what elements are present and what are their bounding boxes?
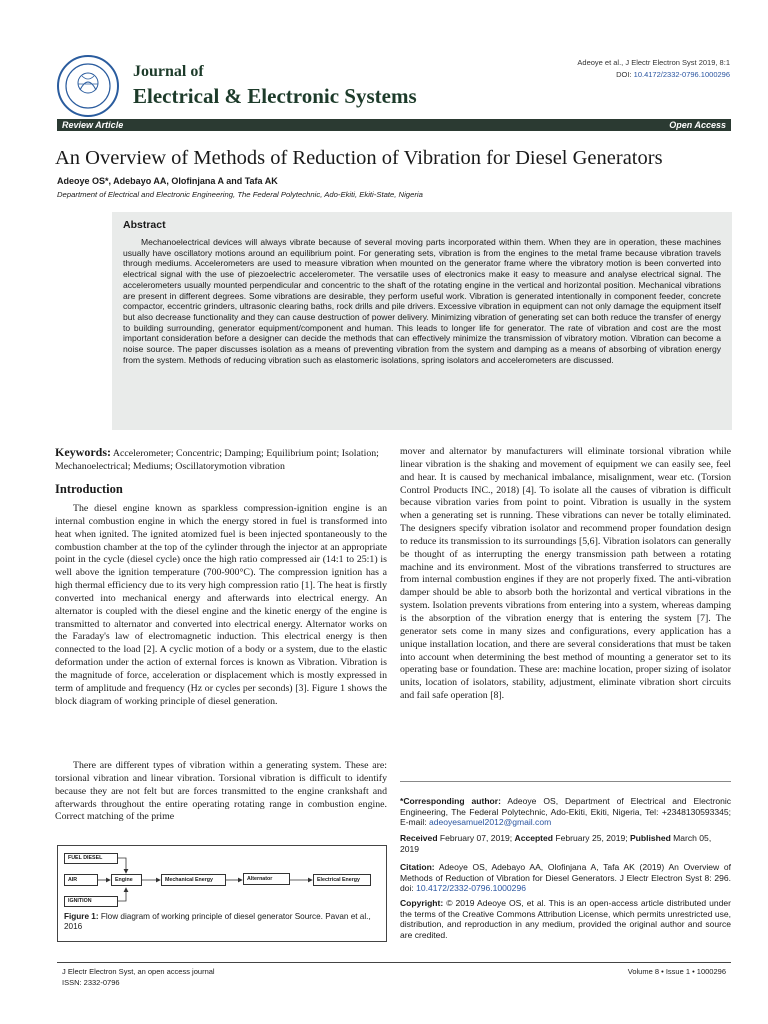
- doi-label: DOI:: [616, 70, 632, 79]
- intro-right-column: [400, 446, 731, 703]
- accepted-label: Accepted: [514, 833, 553, 843]
- copyright-block: [400, 898, 731, 940]
- intro-paragraph-2: [55, 760, 387, 824]
- citation-block: [400, 862, 731, 894]
- footer-volume: Volume 8 • Issue 1 • 1000296: [627, 967, 726, 976]
- article-type-bar: [57, 119, 731, 131]
- copyright-label: Copyright:: [400, 898, 444, 908]
- alternator-box: Alternator: [243, 873, 290, 885]
- footer-divider: [57, 962, 731, 963]
- journal-name: Electrical & Electronic Systems: [133, 84, 417, 108]
- citation-doi-link[interactable]: 10.4172/2332-0796.1000296: [416, 883, 526, 894]
- engine-box: Engine: [111, 874, 142, 886]
- corresponding-author: [400, 796, 731, 828]
- copyright-text: © 2019 Adeoye OS, et al. This is an open-access article distributed under the terms of the Creative Commons Attribution License, which permits unrestricted use, distribution, and reproduction in any medium, provided the original author and source are credited.: [400, 898, 731, 940]
- abstract-heading: Abstract: [123, 219, 166, 231]
- keywords-label: Keywords:: [55, 445, 111, 459]
- figure-caption-label: Figure 1:: [64, 912, 99, 921]
- corresponding-text: Adeoye OS, Department of Electrical and Electronic Engineering, The Federal Polytechnic, Ado-Ekiti, Ekiti, Nigeria, Tel: +2348130593345; E-mail:: [400, 796, 731, 828]
- intro-right-text: mover and alternator by manufacturers will eliminate torsional vibration while linear vibration is the shaking and movement of equipment we can easily see, feel and hear. It is caused by mechanical imbalance, misalignment, wear etc. (Torsion Control Products INC., 2018) [4]. To isolate all the causes of vibration is difficult because vibration varies from point to point. Vibration is usually in the system when a generating set is running. These vibrations can never be totally eliminated. The designers specify vibration isolator and recommend proper foundation design to reduce its transmission to its surroundings [5,6]. Vibration isolators can generally be thought of as interrupting the energy transmission path between a rotating machine and its environment. Most of the vibrations transferred to structures are from internal combustion engines if they are not properly fixed. The anti-vibration damper should be able to absorb both the horizontal and vertical vibrations in the system. Isolation prevents vibrations from entering into a system, whereas damping is the absorption of the vibration energy that is entering the system [7]. The generator sets come in many sizes and configurations, every application has a unique installation location, and there are several considerations that must be taken into account when determining the best method of mounting a generator set to its operating base or foundation. These are: machine location, proper sizing of isolator units, location of isolators, stability, adjustment, eliminate vibration short circuits and fail safe operation [8].: [400, 446, 731, 702]
- published-label: Published: [629, 833, 671, 843]
- accepted-date: February 25, 2019;: [553, 833, 630, 843]
- open-access-label: Open Access: [669, 120, 726, 130]
- keywords-text: Accelerometer; Concentric; Damping; Equilibrium point; Isolation; Mechanoelectrical; Mediums; Oscillatorymotion vibration: [55, 448, 379, 472]
- air-box: AIR: [64, 874, 98, 886]
- abstract-box: [112, 212, 732, 430]
- mechanical-energy-box: Mechanical Energy: [161, 874, 226, 886]
- intro-p2-text: There are different types of vibration within a generating system. These are: torsional vibration and linear vibration. Torsional vibration is difficult to identify because they are not felt but are forces transmitted to the engine crankshaft and afterwards throughout the entire operating rotating range in combustion engine. Correct matching of the prime: [55, 760, 387, 823]
- abstract-text: Mechanoelectrical devices will always vibrate because of several moving parts incorporated within them. When they are in operation, these machines usually have oscillatory motions around an equilibrium point. For generating sets, vibration is from the engines to the metal frame because vibration travels through mediums. Accelerometers are used to measure vibration when mounted on the generator frame where the vibratory motion is been converted into electrical signal with the use of piezoelectric accelerometer. The versatile uses of electronics make it easy to measure and analyse electrical signal. The accelerometers usually mounted perpendicular and concentric to the shaft of the rotating engine in the vertical and horizontal position. Mechanical vibrations are present in different degrees. Some vibrations are desirable, they perform useful work. Vibration is generated intentionally in component feeder, concrete compactor, eccentric grinders, ultrasonic clearing baths, rock drills and pile drivers. Excessive vibration in equipment can not only damage the equipment itself but also decrease functionality and they can cause destruction of power delivery. Minimizing vibration of generating set can both reduce the transfer of energy to building surrounding, generator equipment/component and human. This leads to longer life for generator. The rate of vibration and cost are the most important consideration before a designer can decide the methods that can effectively minimize the transmission of vibratory motion. Vibration can become a noise source. The paper discusses isolation as a means of preventing vibration from the system and damping as a means of absorbing of vibration energy from the system. Methods of reducing vibration such as elastomeric isolations, spring isolators and accelerometers are discussed.: [123, 237, 721, 365]
- fuel-diesel-box: FUEL DIESEL: [64, 853, 118, 864]
- intro-heading: Introduction: [55, 482, 123, 496]
- email-link[interactable]: adeoyesamuel2012@gmail.com: [428, 817, 552, 828]
- citation-label: Citation:: [400, 862, 435, 872]
- figure-1-caption: [64, 912, 384, 932]
- published-date: March 05, 2019: [400, 833, 712, 854]
- footer-journal: J Electr Electron Syst, an open access journal: [62, 967, 215, 976]
- affiliation: Department of Electrical and Electronic Engineering, The Federal Polytechnic, Ado-Ekiti, Ekiti-State, Nigeria: [57, 190, 423, 199]
- received-date: February 07, 2019;: [437, 833, 515, 843]
- doi-line: [616, 70, 730, 79]
- article-type-label: Review Article: [62, 120, 124, 130]
- electrical-energy-box: Electrical Energy: [313, 874, 371, 886]
- author-list: Adeoye OS*, Adebayo AA, Olofinjana A and Tafa AK: [57, 176, 278, 186]
- article-title: An Overview of Methods of Reduction of Vibration for Diesel Generators: [55, 147, 663, 169]
- ignition-box: IGNITION: [64, 896, 118, 907]
- metadata-divider: [400, 781, 731, 782]
- citation-line: Adeoye et al., J Electr Electron Syst 2019, 8:1: [577, 58, 730, 67]
- journal-of-label: Journal of: [133, 63, 204, 80]
- figure-caption-text: Flow diagram of working principle of diesel generator Source. Pavan et al., 2016: [64, 912, 371, 932]
- intro-paragraph-1: [55, 503, 387, 709]
- journal-logo: [56, 54, 120, 118]
- corresponding-label: *Corresponding author:: [400, 796, 501, 806]
- footer-issn: ISSN: 2332-0796: [62, 978, 120, 987]
- doi-link[interactable]: 10.4172/2332-0796.1000296: [633, 70, 730, 79]
- intro-p1-text: The diesel engine known as sparkless compression-ignition engine is an internal combustion engine in which the energy stored in fuel is transformed into heat when ignited. The ignited atomized fuel is been injected spontaneously to the combustion chamber at the top of the cylinder through the injector at an appropriate point in the cycle (diesel cycle) once the high ratio compressed air (14:1 to 25:1) is well above the ignition temperature (700-900°C). The compression ignition has a high thermal efficiency due to its very high compression ratio [1]. The heat is firstly converted into mechanical energy and afterwards into electrical energy. An alternator is coupled with the diesel engine and the kinetic energy of the engine is transmitted to alternator and converted into electrical energy. Alternator works on the Faraday's law of electromagnetic induction. This electrical energy is then connected to the load [2]. A cyclic motion of a body or a system, due to the elastic deformation under the action of external forces is known as Vibration. Vibration is the magnitude of force, acceleration or displacement which is mostly expressed in term of amplitude and frequency (Hz or cycles per seconds) [3]. Figure 1 shows the block diagram of working principle of diesel generation.: [55, 503, 387, 707]
- received-label: Received: [400, 833, 438, 843]
- citation-text: Adeoye OS, Adebayo AA, Olofinjana A, Tafa AK (2019) An Overview of Methods of Reduction of Vibration for Diesel Generators. J Electr Electron Syst 8: 296. doi:: [400, 862, 731, 894]
- article-dates: [400, 833, 731, 854]
- keywords: [55, 446, 387, 474]
